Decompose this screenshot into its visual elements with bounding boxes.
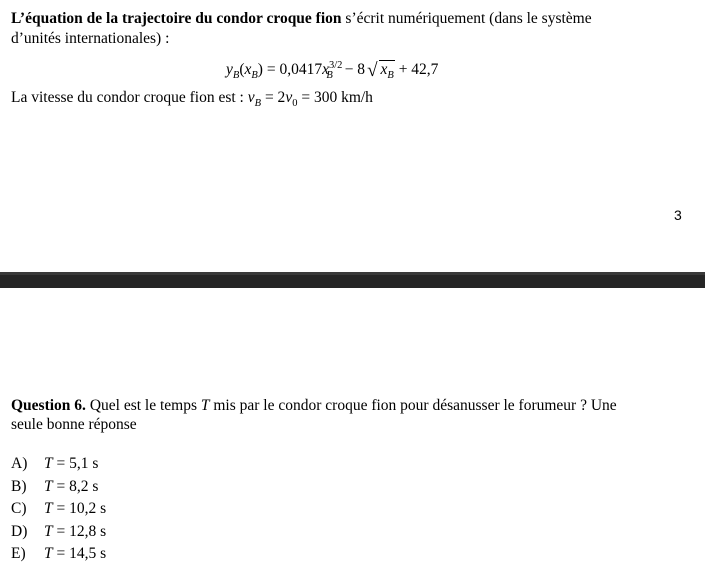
answer-a[interactable]: A) T = 5,1 s	[11, 455, 99, 472]
intro-bold-text: L’équation de la trajectoire du condor croque fion	[11, 10, 342, 27]
answer-b[interactable]: B) T = 8,2 s	[11, 478, 99, 495]
answer-e[interactable]: E) T = 14,5 s	[11, 545, 107, 562]
question-line-1: Question 6. Quel est le temps T mis par le condor croque fion pour désanusser le forumeur ? Une	[11, 397, 617, 414]
page-divider	[0, 275, 705, 288]
intro-rest-text: s’écrit numériquement (dans le système	[341, 10, 592, 27]
sqrt-radicand: $x_B$	[380, 61, 394, 82]
speed-line: La vitesse du condor croque fion est : $v_B = 2v_0 = 300$ km/h	[11, 89, 373, 110]
answer-c[interactable]: C) T = 10,2 s	[11, 500, 107, 517]
question-number: Question 6.	[11, 397, 86, 414]
question-line-2: seule bonne réponse	[11, 416, 137, 433]
trajectory-equation: $y_B(x_B) = 0,0417x^{3/2}_B - 8$ √ $x_B + 42,7$	[226, 59, 439, 82]
sqrt-symbol: √	[367, 60, 378, 81]
answer-d[interactable]: D) T = 12,8 s	[11, 523, 107, 540]
intro-paragraph-line-1	[11, 9, 592, 29]
intro-paragraph-line-2: d’unités internationales) :	[11, 30, 170, 47]
page-number: 3	[674, 207, 682, 223]
